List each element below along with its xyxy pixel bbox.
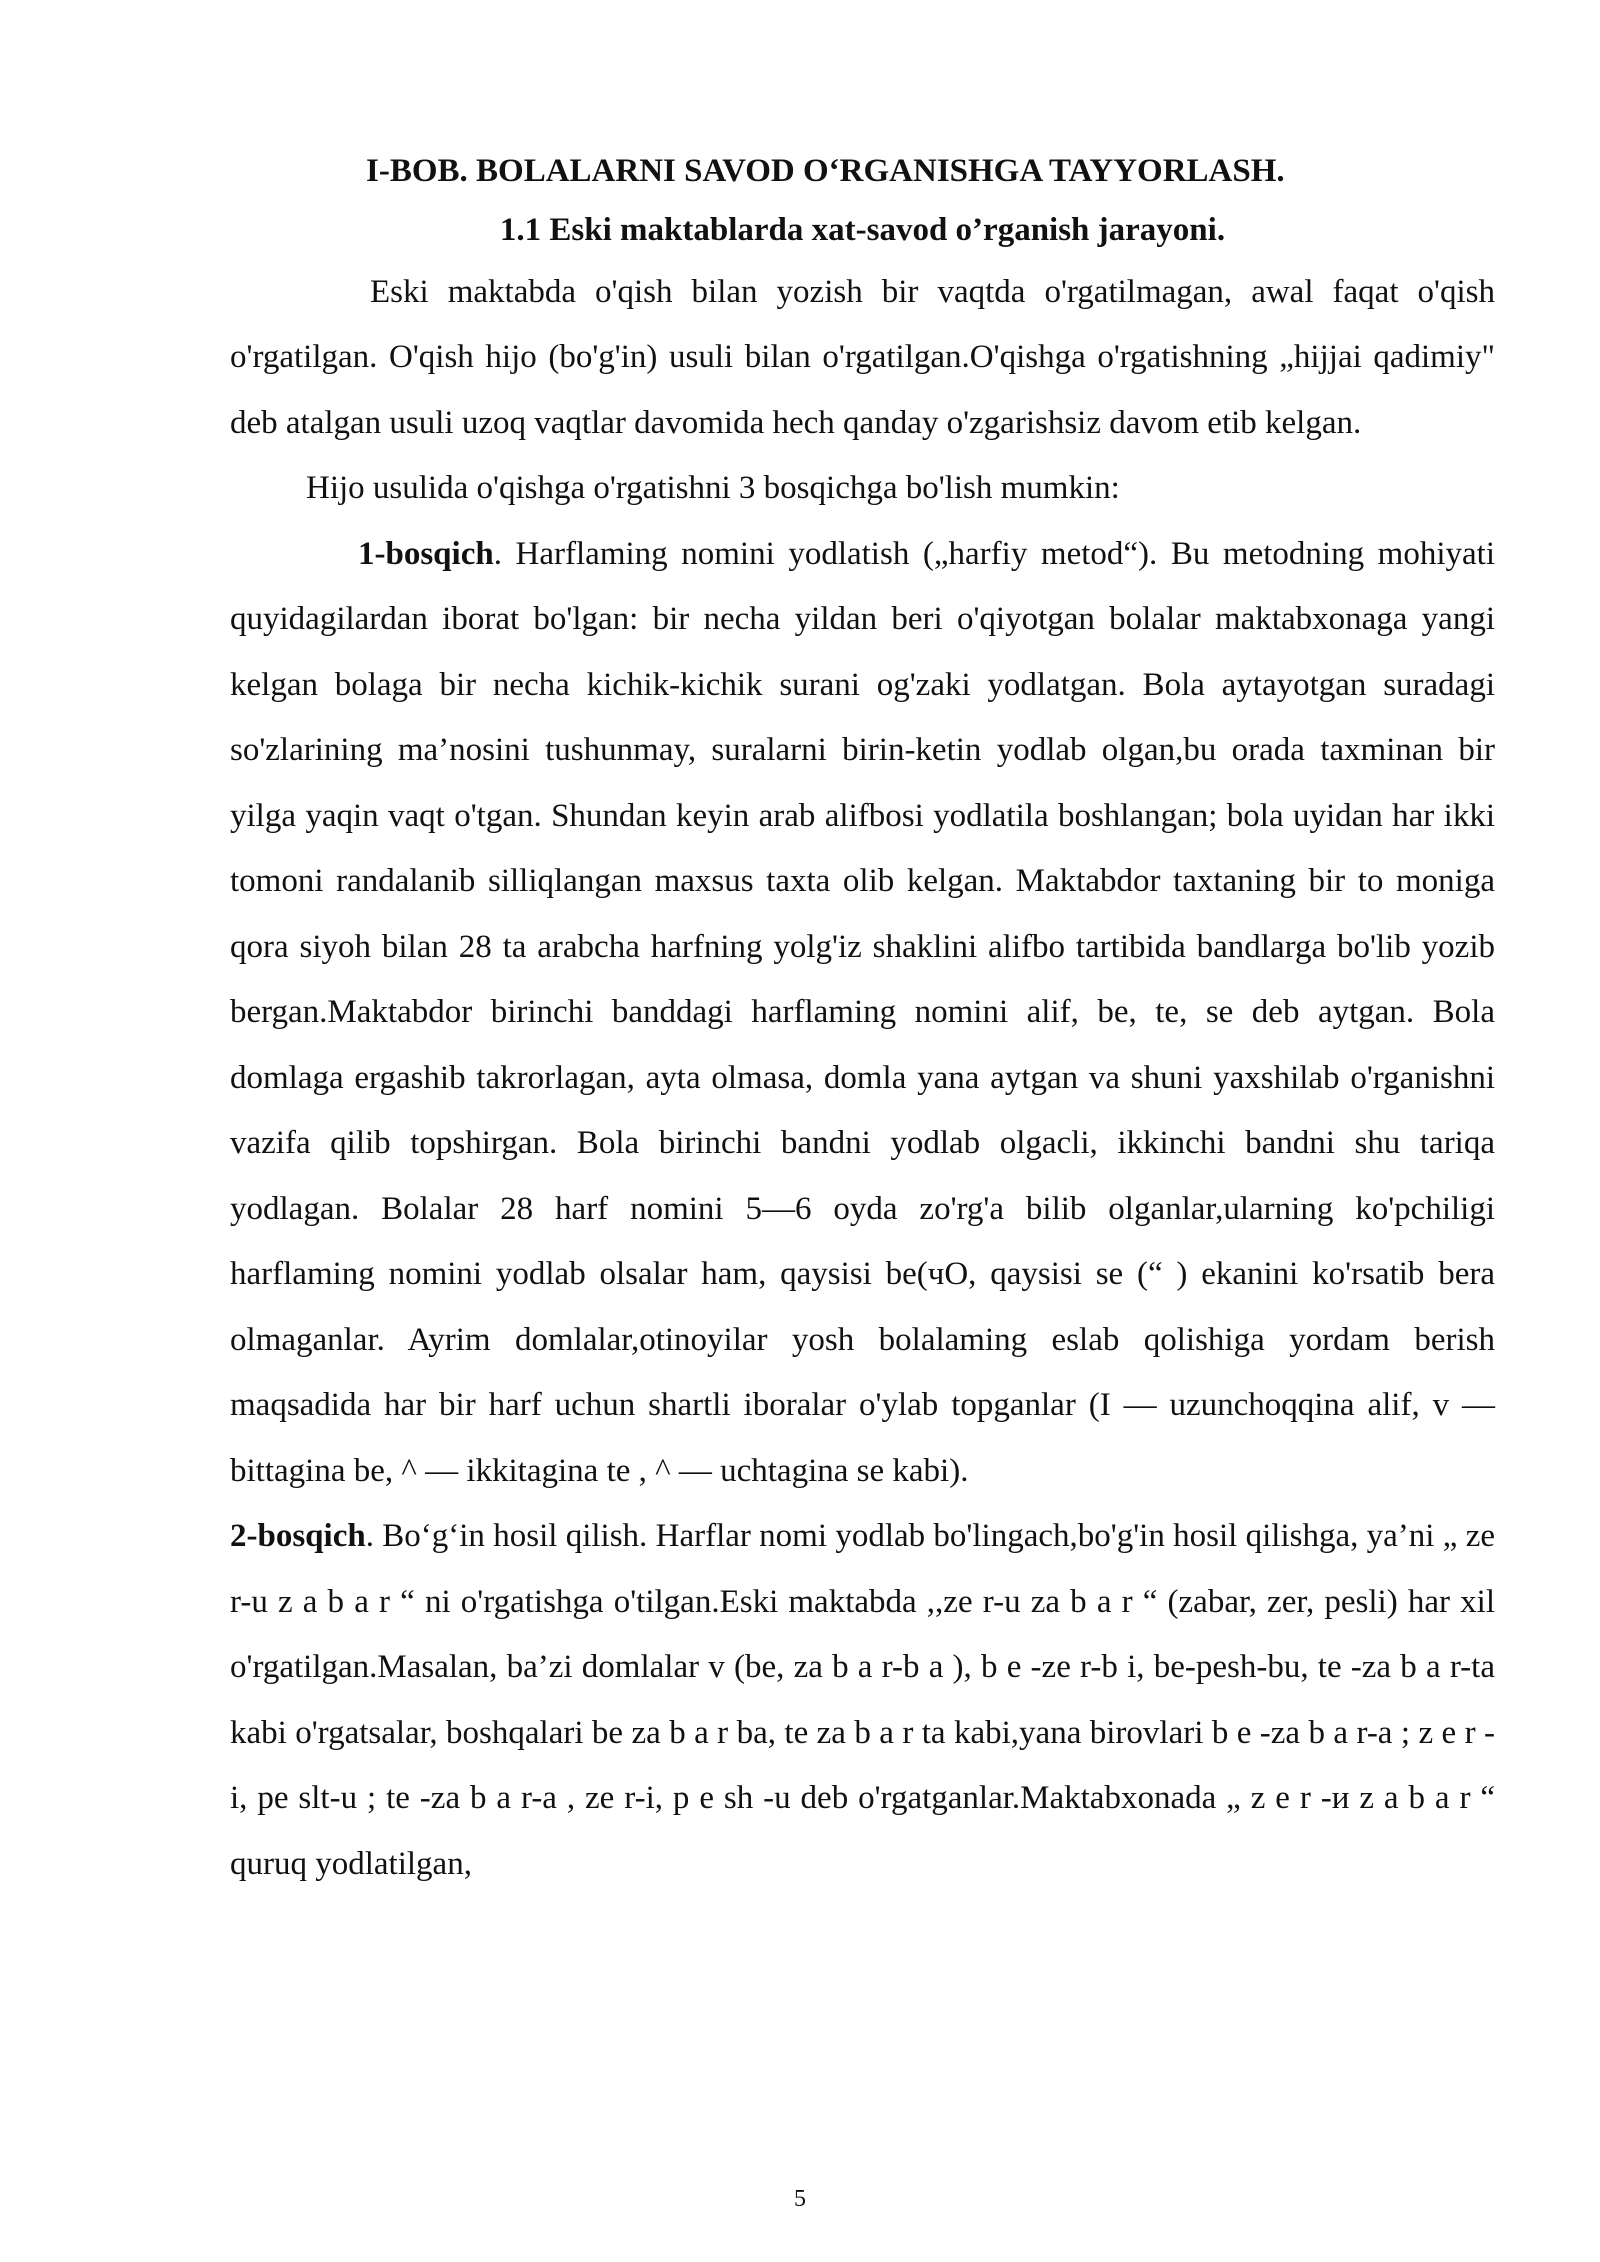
paragraph-1: Eski maktabda o'qish bilan yozish bir vaqtda o'rgatilmagan, awal faqat o'qish o'rgatilgan. O'qish hijo (bo'g'in) usuli bilan o'rgatilgan.O'qishga o'rgatishning „hijjai qadimiy" deb atalgan usuli uzoq vaqtlar davomida hech qanday o'zgarishsiz davom etib kelgan. — [230, 273, 1495, 441]
page-number: 5 — [794, 2186, 806, 2212]
chapter-title: I-BOB. BOLALARNI SAVOD O‘RGANISHGA TAYYORLASH. — [366, 153, 1285, 189]
paragraph-3 — [230, 522, 1495, 1505]
section-title: 1.1 Eski maktablarda xat-savod o’rganish jarayoni. — [499, 211, 1226, 248]
document-page — [230, 150, 1495, 1897]
stage-2-text: . Bo‘g‘in hosil qilish. Harflar nomi yodlab bo'lingach,bo'g'in hosil qilishga, ya’ni „ ze r-u z a b a r “ ni o'rgatishga o'tilgan.Eski maktabda ,,ze r-u za b a r “ (zabar, zer, pesli) har xil o'rgatilgan.Masalan, ba’zi domlalar v (be, za b a r-b a ), b e -ze r-b i, be-pesh-bu, te -za b a r-ta kabi o'rgatsalar, boshqalari be za b a r ba, te za b a r ta kabi,yana birovlari b e -za b a r-a ; z e r -i, pe slt-u ; te -za b a r-a , ze r-i, p e sh -u deb o'rgatganlar.Maktabxonada „ z e r -и z a b a r “ quruq yodlatilgan, — [230, 1518, 1495, 1882]
paragraph-4 — [230, 1504, 1495, 1897]
paragraph-2: Hijo usulida o'qishga o'rgatishni 3 bosqichga bo'lish mumkin: — [306, 470, 1120, 507]
stage-1-text: . Harflaming nomini yodlatish („harfiy metod“). Bu metodning mohiyati quyidagilardan iborat bo'lgan: bir necha yildan beri o'qiyotgan bolalar maktabxonaga yangi kelgan bolaga bir necha kichik-kichik surani og'zaki yodlatgan. Bola aytayotgan suradagi so'zlarining ma’nosini tushunmay, suralarni birin-ketin yodlab olgan,bu orada taxminan bir yilga yaqin vaqt o'tgan. Shundan keyin arab alifbosi yodlatila boshlangan; bola uyidan har ikki tomoni randalanib silliqlangan maxsus taxta olib kelgan. Maktabdor taxtaning bir to moniga qora siyoh bilan 28 ta arabcha harfning yolg'iz shaklini alifbo tartibida bandlarga bo'lib yozib bergan.Maktabdor birinchi banddagi harflaming nomini alif, be, te, se deb aytgan. Bola domlaga ergashib takrorlagan, ayta olmasa, domla yana aytgan va shuni yaxshilab o'rganishni vazifa qilib topshirgan. Bola birinchi bandni yodlab olgacli, ikkinchi bandni shu tariqa yodlagan. Bolalar 28 harf nomini 5—6 oyda zo'rg'a bilib olganlar,ularning ko'pchiligi harflaming nomini yodlab olsalar ham, qaysisi be(чО, qaysisi se (“ ) ekanini ko'rsatib bera olmaganlar. Ayrim domlalar,otinoyilar yosh bolalaming eslab qolishiga yordam berish maqsadida har bir harf uchun shartli iboralar o'ylab topganlar (I — uzunchoqqina alif, v — bittagina be, ^ — ikkitagina te , ^ — uchtagina se kabi). — [230, 535, 1495, 1489]
stage-2-label: 2-bosqich — [230, 1518, 366, 1555]
stage-1-label: 1-bosqich — [358, 535, 494, 572]
